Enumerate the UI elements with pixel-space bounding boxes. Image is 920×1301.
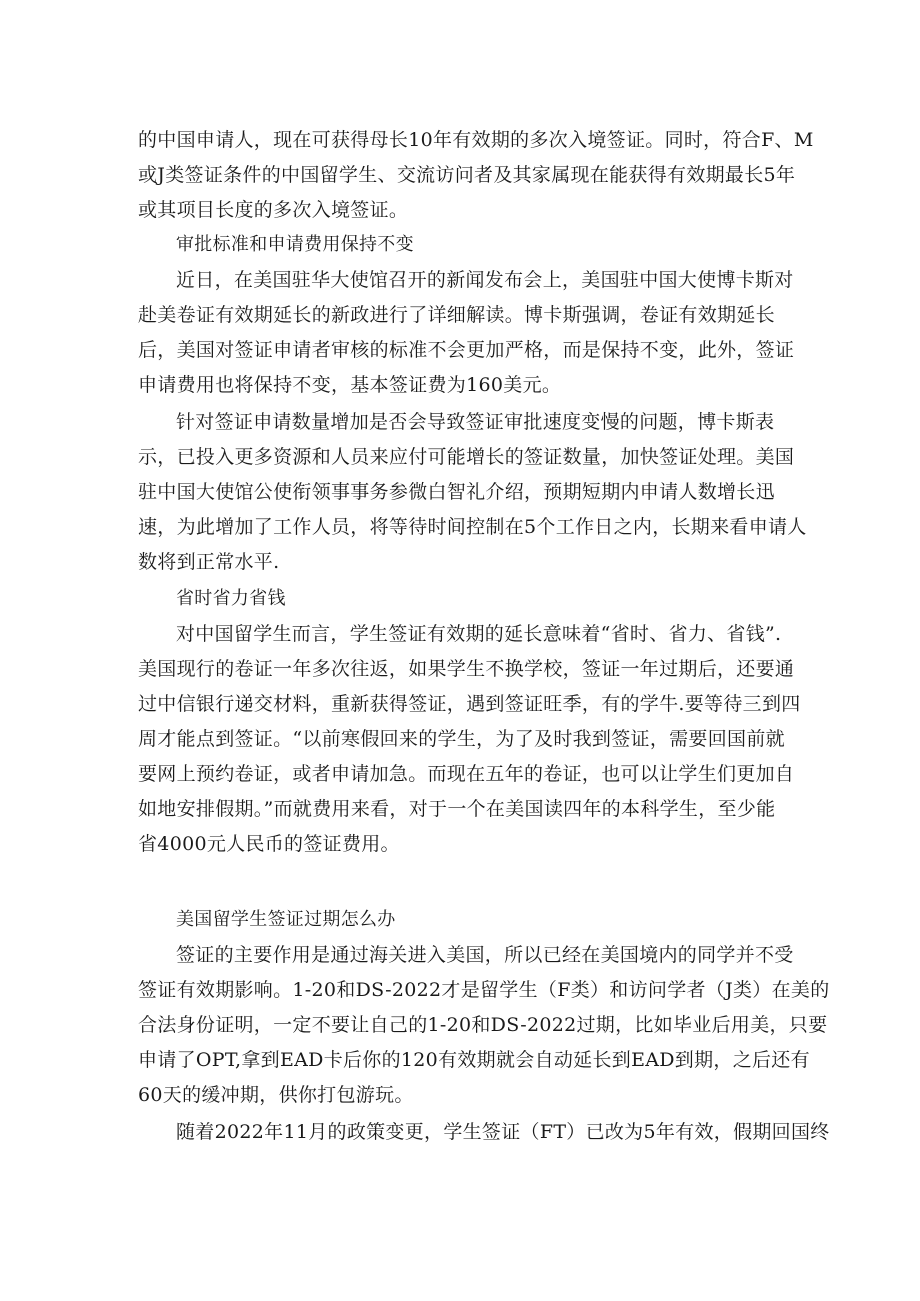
text-line: 随着2022年11月的政策变更，学生签证（FT）已改为5年有效，假期回国终 bbox=[176, 1121, 830, 1143]
text-line: 如地安排假期。”而就费用来看，对于一个在美国读四年的本科学生，至少能 bbox=[138, 798, 776, 820]
text-line: 签证的主要作用是通过海关进入美国，所以已经在美国境内的同学并不受 bbox=[176, 944, 794, 966]
text-line: 过中信银行递交材料，重新获得签证，遇到签证旺季，有的学牛.要等待三到四 bbox=[138, 693, 801, 715]
text-line: 示，已投入更多资源和人员来应付可能增长的签证数量，加快签证处理。美国 bbox=[138, 446, 795, 468]
text-line: 赴美卷证有效期延长的新政进行了详细解读。博卡斯强调，卷证有效期延长 bbox=[138, 304, 775, 326]
text-line: 合法身份证明，一定不要让自己的1-20和DS-2022过期，比如毕业后用美，只要 bbox=[138, 1014, 828, 1036]
section-heading: 省时省力省钱 bbox=[176, 588, 286, 609]
section-heading: 美国留学生签证过期怎么办 bbox=[176, 909, 396, 930]
text-line: 或其项目长度的多次入境签证。 bbox=[138, 199, 409, 221]
text-line: 或J类签证条件的中国留学生、交流访问者及其家属现在能获得有效期最长5年 bbox=[138, 164, 796, 186]
text-line: 要网上预约卷证，或者申请加急。而现在五年的卷证，也可以让学生们更加自 bbox=[138, 763, 795, 785]
text-line: 申请了OPT,拿到EAD卡后你的120有效期就会自动延长到EAD到期，之后还有 bbox=[138, 1049, 810, 1071]
text-line: 美国现行的卷证一年多次往返，如果学生不换学校，签证一年过期后，还要通 bbox=[138, 658, 795, 680]
text-line: 针对签证申请数量增加是否会导致签证审批速度变慢的问题，博卡斯表 bbox=[176, 411, 775, 433]
text-line: 签证有效期影响。1-20和DS-2022才是留学生（F类）和访问学者（J类）在美的 bbox=[138, 979, 830, 1001]
text-line: 对中国留学生而言，学生签证有效期的延长意味着“省时、省力、省钱”. bbox=[176, 623, 782, 645]
text-line: 驻中国大使馆公使衔领事事务参微白智礼介绍，预期短期内申请人数增长迅 bbox=[138, 481, 775, 503]
text-line: 申请费用也将保持不变，基本签证费为160美元。 bbox=[138, 374, 562, 396]
section-heading: 审批标准和申请费用保持不变 bbox=[176, 234, 414, 255]
text-line: 60天的缓冲期，供你打包游玩。 bbox=[138, 1084, 414, 1106]
text-line: 后，美国对签证申请者审核的标准不会更加严格，而是保持不变，此外，签证 bbox=[138, 339, 795, 361]
text-line: 的中国申请人，现在可获得母长10年有效期的多次入境签证。同时，符合F、M bbox=[138, 129, 814, 151]
text-line: 数将到正常水平. bbox=[138, 551, 280, 573]
text-line: 省4000元人民币的签证费用。 bbox=[138, 833, 400, 855]
text-line: 近日，在美国驻华大使馆召开的新闻发布会上，美国驻中国大使博卡斯对 bbox=[176, 269, 794, 291]
text-line: 周才能点到签证。“以前寒假回来的学生，为了及时我到签证，需要回国前就 bbox=[138, 728, 785, 750]
text-line: 速，为此增加了工作人员，将等待时间控制在5个工作日之内，长期来看申请人 bbox=[138, 516, 807, 538]
